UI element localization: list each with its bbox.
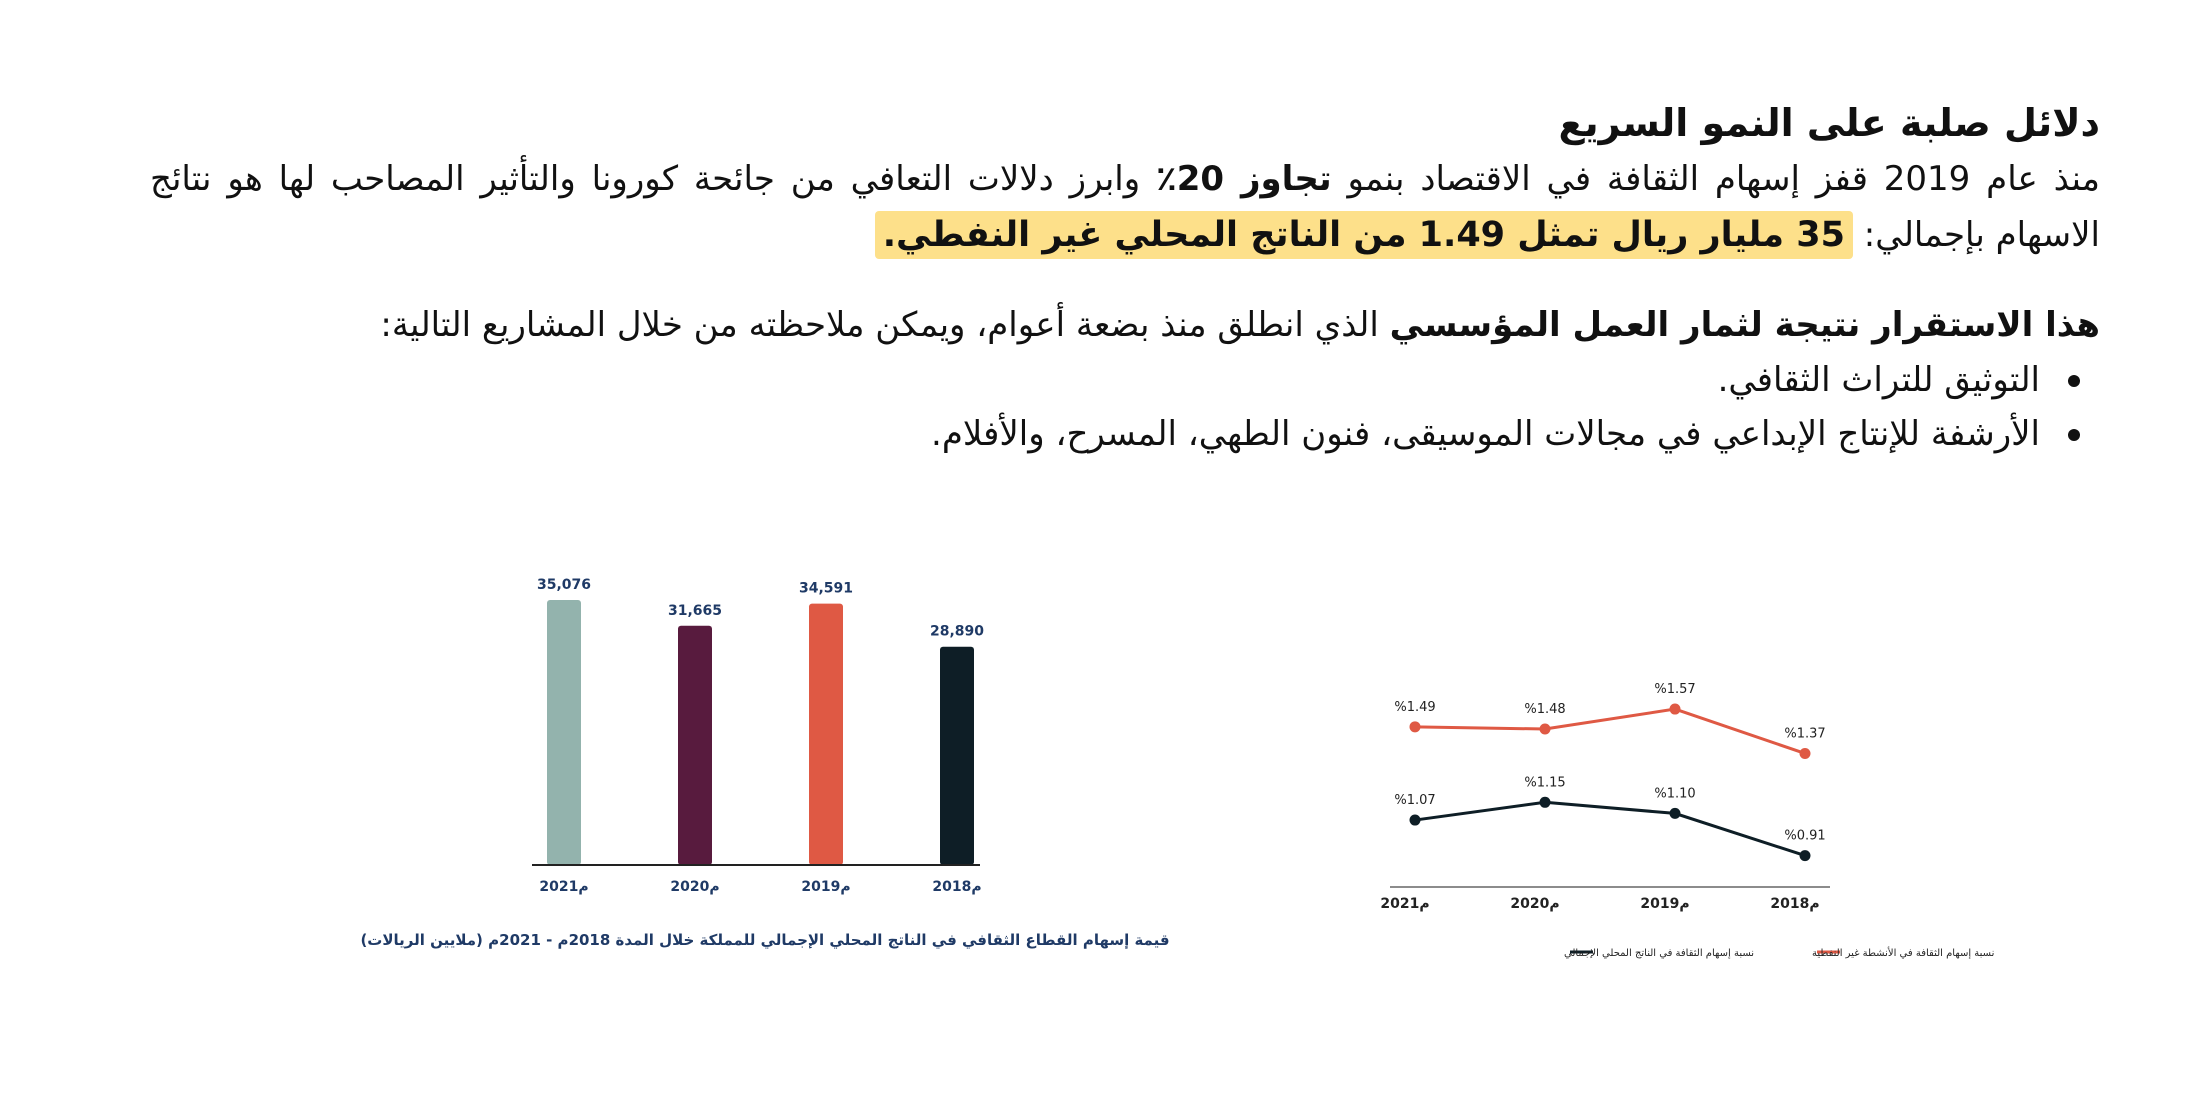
list-item-text: الأرشفة للإنتاج الإبداعي في مجالات الموسيقى، فنون الطهي، المسرح، والأفلام.: [931, 414, 2040, 454]
bar-value-label: 28,890: [929, 623, 985, 640]
bar-chart-marks: [537, 577, 984, 895]
bar: [547, 600, 581, 865]
data-point: [1670, 704, 1681, 715]
data-label: %1.15: [1524, 775, 1566, 791]
x-tick-label: 2021م: [539, 879, 589, 895]
article-heading: دلائل صلبة على النمو السريع: [1558, 101, 2100, 145]
bar: [678, 626, 712, 865]
data-point: [1540, 724, 1551, 735]
data-point: [1800, 850, 1811, 861]
bullet-icon: [2068, 429, 2080, 441]
data-label: %1.49: [1394, 699, 1436, 715]
article-paragraph-1: [150, 151, 2100, 263]
paragraph-1-text-a: منذ عام 2019 قفز إسهام الثقافة في الاقتصاد بنمو: [1331, 159, 2101, 199]
bar: [940, 647, 974, 865]
paragraph-2-text: الذي انطلق منذ بضعة أعوام، ويمكن ملاحظته من خلال المشاريع التالية:: [380, 305, 1390, 345]
bar-value-label: 34,591: [798, 580, 854, 597]
article-paragraph-2: [150, 297, 2100, 353]
bar-value-label: 35,076: [536, 577, 592, 593]
article-text: [150, 95, 2100, 461]
bullet-icon: [2068, 375, 2080, 387]
project-list: [150, 353, 2100, 461]
data-label: %1.07: [1394, 793, 1436, 809]
data-label: %1.10: [1654, 786, 1696, 802]
x-tick-label: 2018م: [932, 879, 982, 895]
paragraph-1-bold: تجاوز 20٪: [1156, 159, 1332, 199]
legend-label-series-2: نسبة إسهام الثقافة في الناتج المحلي الإجمالي: [1564, 948, 1755, 959]
list-item: [150, 407, 2070, 461]
bar: [809, 604, 843, 865]
data-point: [1410, 815, 1421, 826]
x-tick-label: 2020م: [670, 879, 720, 895]
series-line: [1415, 802, 1805, 855]
data-point: [1800, 748, 1811, 759]
line-chart-marks: [1380, 682, 1825, 912]
x-tick-label: 2021م: [1380, 896, 1430, 912]
list-item: [150, 353, 2070, 407]
data-point: [1540, 797, 1551, 808]
line-chart: [1370, 600, 1995, 980]
bar-chart: [360, 560, 1170, 980]
data-label: %0.91: [1784, 828, 1826, 844]
data-point: [1410, 721, 1421, 732]
data-label: %1.37: [1784, 726, 1826, 742]
x-tick-label: 2020م: [1510, 896, 1560, 912]
series-line: [1415, 709, 1805, 753]
paragraph-2-bold: هذا الاستقرار نتيجة لثمار العمل المؤسسي: [1389, 305, 2100, 345]
data-point: [1670, 808, 1681, 819]
x-tick-label: 2019م: [801, 879, 851, 895]
paragraph-1-text-b: وابرز دلالات التعافي من جائحة كورونا والتأثير المصاحب لها هو نتائج الاسهام بإجمالي:: [150, 159, 2100, 255]
data-label: %1.57: [1654, 682, 1696, 698]
list-item-text: التوثيق للتراث الثقافي.: [1717, 360, 2040, 400]
paragraph-1-highlight: 35 مليار ريال تمثل 1.49 من الناتج المحلي غير النفطي.: [875, 211, 1853, 259]
x-tick-label: 2018م: [1770, 896, 1820, 912]
bar-chart-caption: قيمة إسهام القطاع الثقافي في الناتج المحلي الإجمالي للمملكة خلال المدة 2018م - 2021م (ملايين الريالات): [360, 931, 1170, 949]
x-tick-label: 2019م: [1640, 896, 1690, 912]
data-label: %1.48: [1524, 702, 1566, 718]
bar-value-label: 31,665: [667, 602, 723, 619]
line-chart-legend: [1564, 946, 1994, 959]
legend-label-series-1: نسبة إسهام الثقافة في الأنشطة غير النفطية: [1812, 948, 1995, 959]
